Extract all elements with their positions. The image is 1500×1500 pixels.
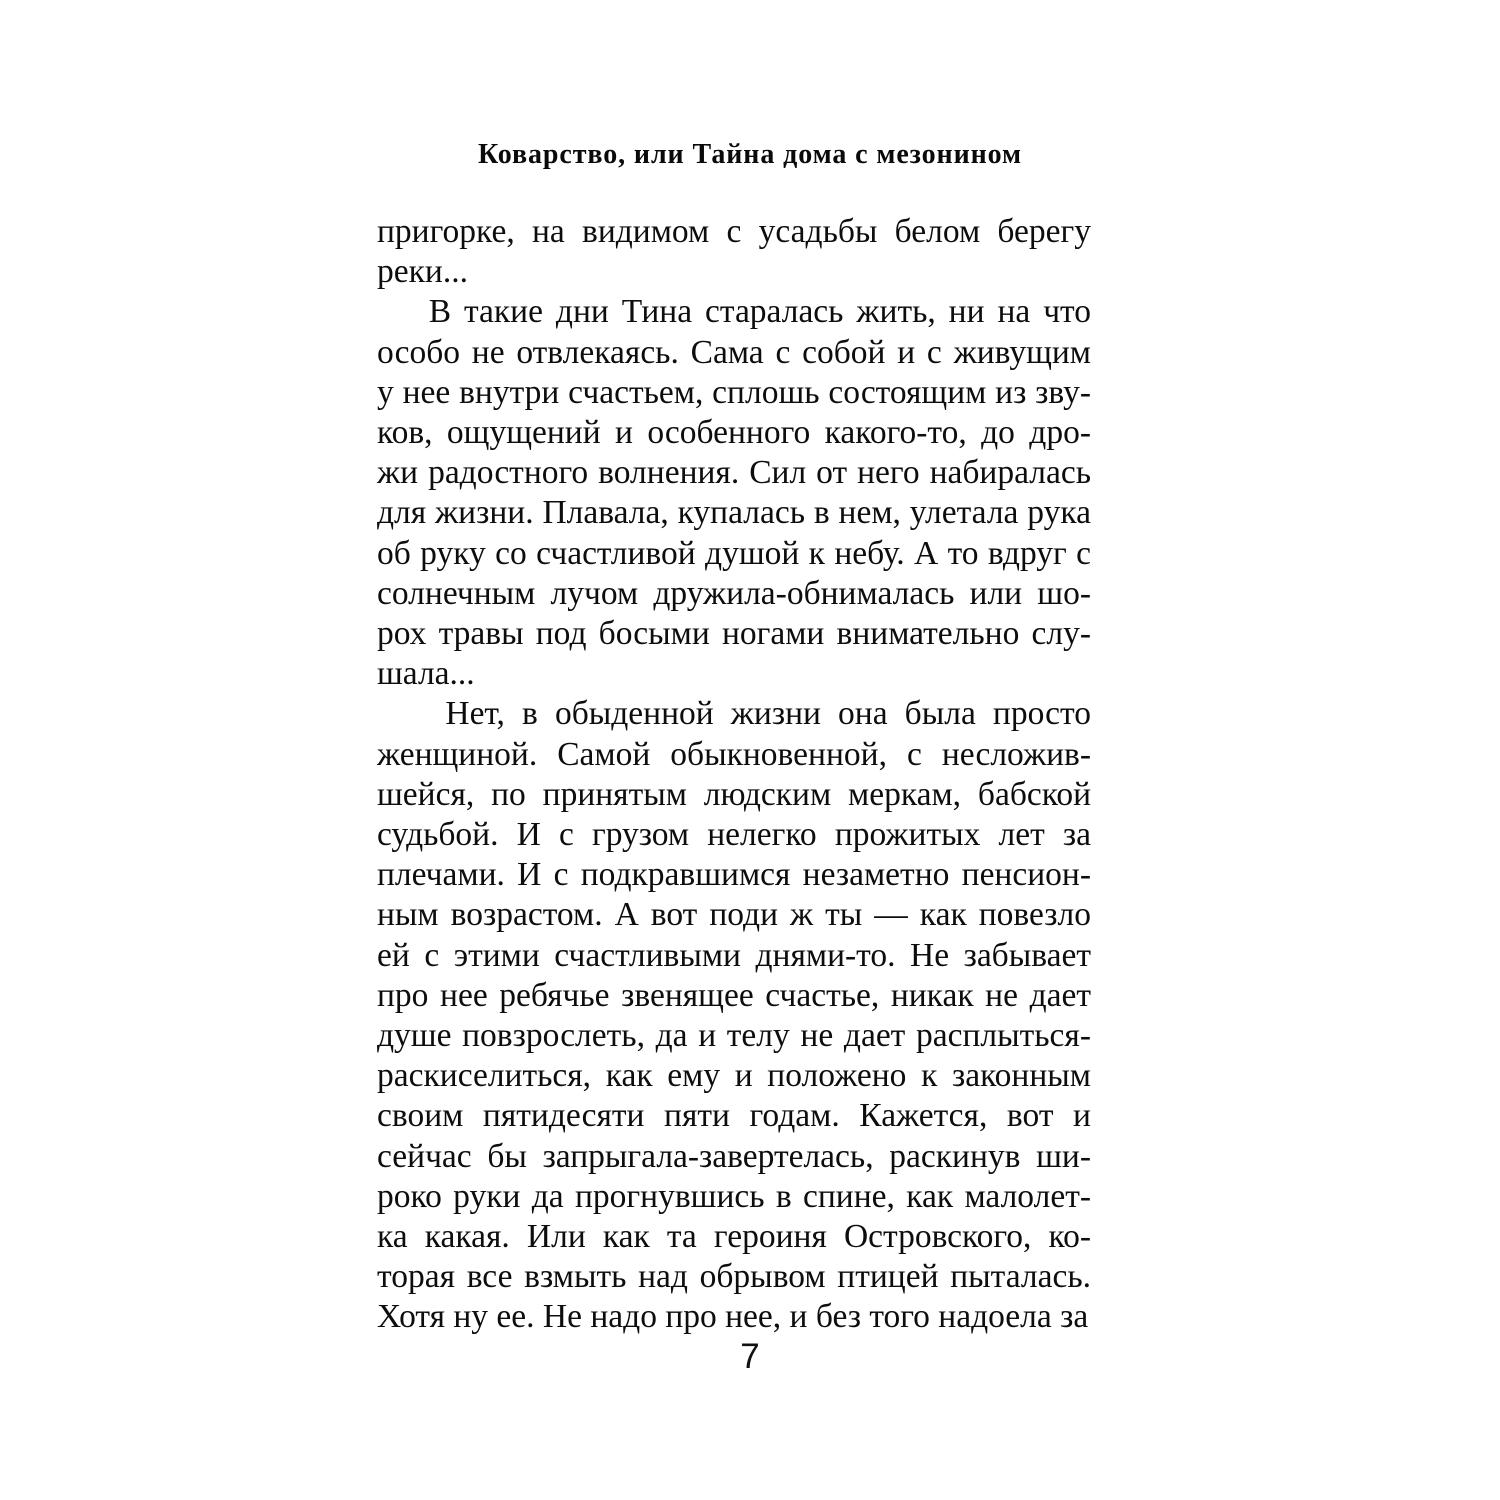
- page-number: 7: [740, 1337, 760, 1376]
- text-line: об руку со счастливой душой к небу. А то вдруг с: [377, 534, 1091, 572]
- paragraph: [377, 212, 1091, 292]
- paragraph: [377, 292, 1091, 694]
- text-line: шейся, по принятым людским меркам, бабской: [377, 775, 1091, 813]
- text-line: солнечным лучом дружила-обнималась или шо-: [377, 574, 1091, 612]
- text-line: торая все взмыть над обрывом птицей пыталась.: [377, 1258, 1091, 1296]
- text-line: рох травы под босыми ногами внимательно слу-: [377, 615, 1091, 653]
- text-line: ей с этими счастливыми днями-то. Не забывает: [377, 936, 1091, 974]
- text-line: у нее внутри счастьем, сплошь состоящим из зву-: [377, 373, 1091, 411]
- text-line: судьбой. И с грузом нелегко прожитых лет за: [377, 816, 1091, 854]
- text-line: ка какая. Или как та героиня Островского, ко-: [377, 1218, 1091, 1256]
- text-line: своим пятидесяти пяти годам. Кажется, вот и: [377, 1097, 1091, 1135]
- text-line: роко руки да прогнувшись в спине, как малолет-: [377, 1177, 1091, 1215]
- text-line: для жизни. Плавала, купалась в нем, улетала рука: [377, 494, 1091, 532]
- text-line: про нее ребячье звенящее счастье, никак не дает: [377, 976, 1091, 1014]
- text-line: реки...: [377, 253, 468, 291]
- paragraph: [377, 694, 1091, 1337]
- text-line: жи радостного волнения. Сил от него набиралась: [377, 454, 1091, 492]
- text-line: душе повзрослеть, да и телу не дает расплыться-: [377, 1017, 1091, 1055]
- text-line: особо не отвлекаясь. Сама с собой и с живущим: [377, 333, 1091, 371]
- text-line: раскиселиться, как ему и положено к законным: [377, 1057, 1091, 1095]
- text-line: Хотя ну ее. Не надо про нее, и без того надоела за: [377, 1298, 1089, 1336]
- text-line: шала...: [377, 655, 475, 693]
- text-line: плечами. И с подкравшимся незаметно пенсион-: [377, 856, 1091, 894]
- running-head: Коварство, или Тайна дома с мезонином: [478, 139, 1022, 170]
- body-text-block: [377, 212, 1091, 1338]
- text-line: ным возрастом. А вот поди ж ты — как повезло: [377, 896, 1091, 934]
- text-line: ков, ощущений и особенного какого-то, до дро-: [377, 414, 1091, 452]
- text-line: В такие дни Тина старалась жить, ни на что: [377, 293, 1091, 331]
- text-line: пригорке, на видимом с усадьбы белом берегу: [377, 213, 1091, 250]
- text-line: сейчас бы запрыгала-завертелась, раскинув ши-: [377, 1137, 1091, 1175]
- text-line: женщиной. Самой обыкновенной, с несложив-: [377, 735, 1091, 773]
- text-line: Нет, в обыденной жизни она была просто: [377, 695, 1091, 733]
